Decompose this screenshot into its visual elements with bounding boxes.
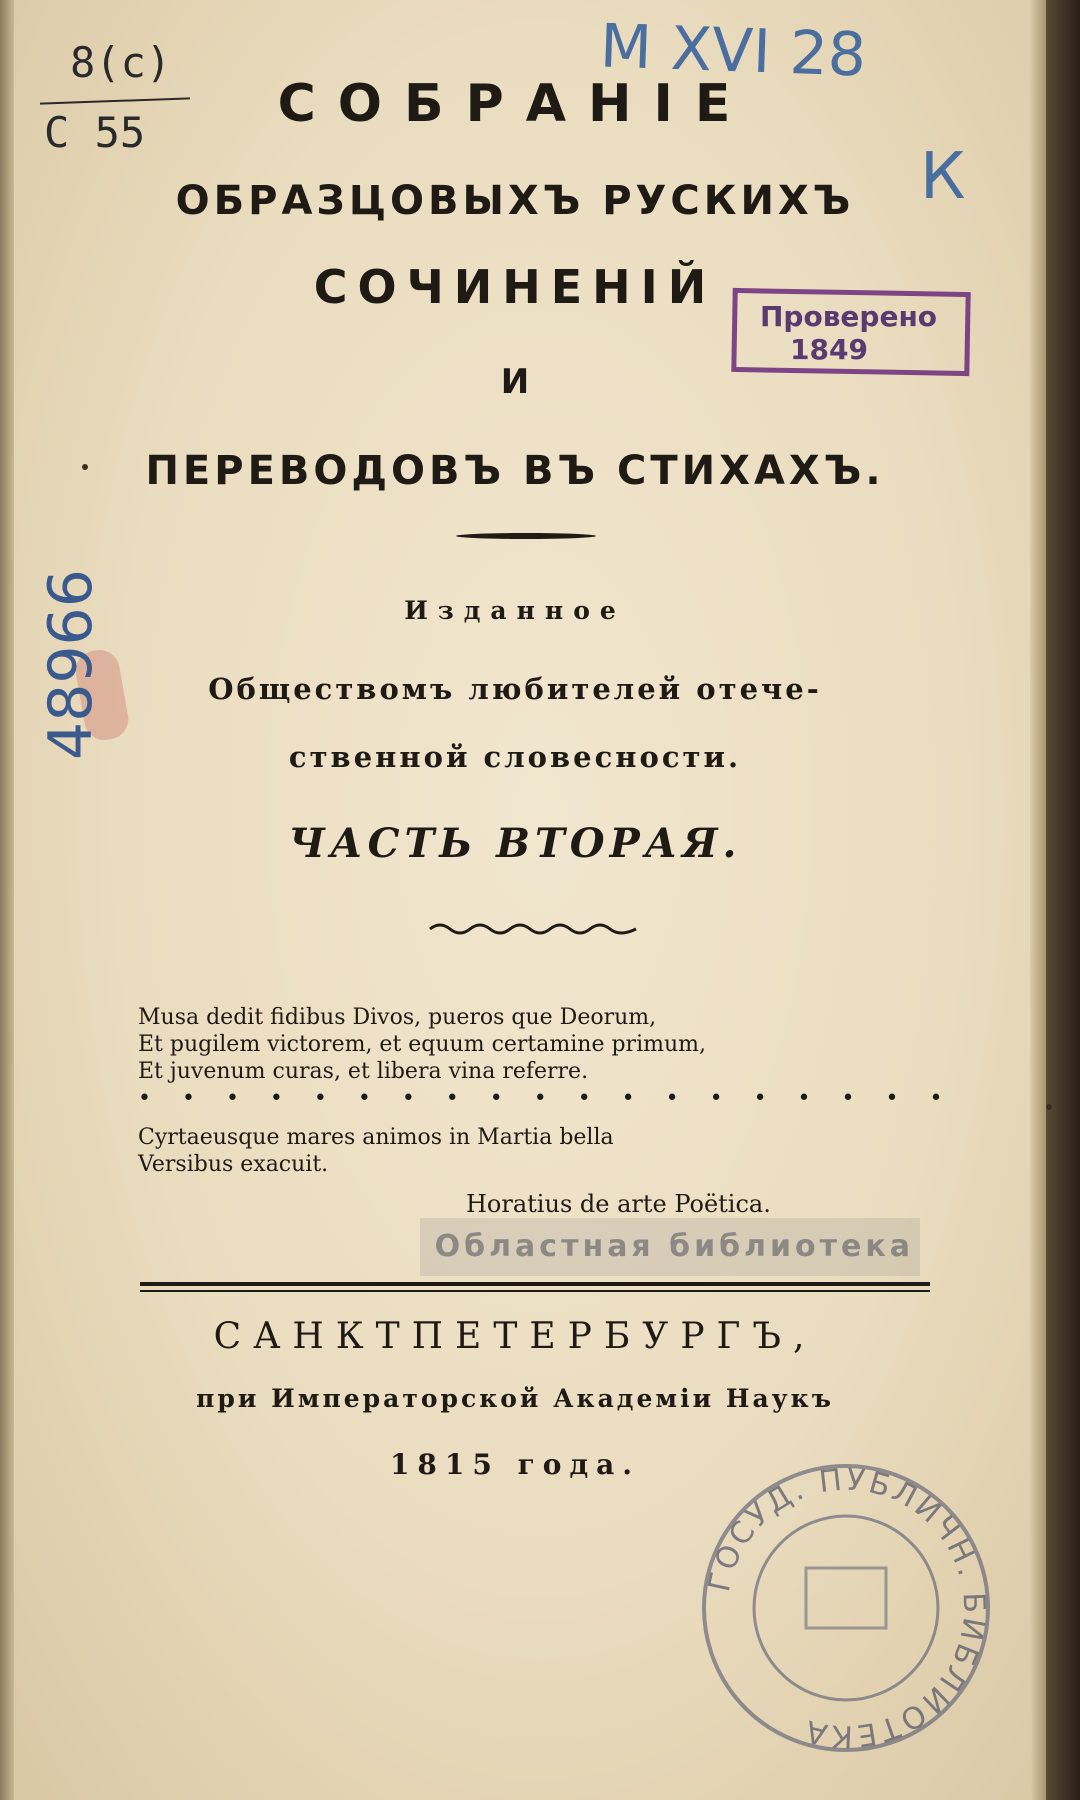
shelfmark-bottom: C 55 bbox=[44, 108, 146, 157]
title-line-4: И bbox=[500, 362, 530, 402]
epigraph-line-4: Cyrtaeusque mares animos in Martia bella bbox=[138, 1125, 614, 1150]
epigraph-line-5: Versibus exacuit. bbox=[138, 1152, 329, 1177]
part-label: ЧАСТЬ ВТОРАЯ. bbox=[288, 820, 742, 867]
epigraph-line-2: Et pugilem victorem, et equum certamine primum, bbox=[138, 1032, 706, 1057]
inventory-number: 48966 bbox=[36, 569, 106, 760]
check-stamp-year: 1849 bbox=[790, 333, 868, 366]
blue-pencil-letter: К bbox=[920, 140, 966, 214]
round-stamp-text: ГОСУД. ПУБЛИЧН. БИБЛИОТЕКА bbox=[702, 1462, 992, 1754]
title-rule bbox=[456, 533, 596, 539]
imprint-year: 1815 года. bbox=[389, 1448, 641, 1481]
society-line-1: Обществомъ любителей отече- bbox=[208, 672, 822, 706]
page-fore-edge bbox=[1030, 0, 1046, 1800]
library-stamp: Областная библиотека bbox=[420, 1218, 920, 1276]
epigraph-attribution: Horatius de arte Poëtica. bbox=[466, 1190, 771, 1218]
ink-speck bbox=[1046, 1104, 1052, 1110]
imprint-press: при Императорской Академіи Наукъ bbox=[196, 1384, 834, 1413]
society-line-2: ственной словесности. bbox=[288, 740, 742, 774]
check-stamp-label: Проверено bbox=[760, 300, 938, 333]
imprint-city: САНКТПЕТЕРБУРГЪ, bbox=[213, 1316, 817, 1357]
imprint-rule-thick bbox=[140, 1282, 930, 1286]
epigraph-ellipsis: • • • • • • • • • • • • • • • • • • • bbox=[138, 1086, 955, 1111]
title-line-3: СОЧИНЕНІЙ bbox=[313, 260, 717, 314]
book-binding-edge bbox=[1046, 0, 1080, 1800]
flourish-ornament bbox=[428, 918, 638, 940]
round-library-stamp bbox=[696, 1458, 996, 1758]
title-line-2: ОБРАЗЦОВЫХЪ РУСКИХЪ bbox=[175, 178, 855, 224]
epigraph-line-1: Musa dedit fidibus Divos, pueros que Deorum, bbox=[138, 1005, 657, 1030]
ink-speck bbox=[82, 464, 88, 470]
title-line-5: ПЕРЕВОДОВЪ ВЪ СТИХАХЪ. bbox=[145, 448, 885, 494]
blue-pencil-note: M XVI 28 bbox=[598, 11, 868, 91]
shelfmark-top: 8(с) bbox=[70, 38, 172, 87]
imprint-rule-thin bbox=[140, 1290, 930, 1292]
epigraph-line-3: Et juvenum curas, et libera vina referre. bbox=[138, 1059, 589, 1084]
title-line-1: СОБРАНІЕ bbox=[277, 74, 753, 134]
issued-label: Изданное bbox=[404, 596, 626, 625]
